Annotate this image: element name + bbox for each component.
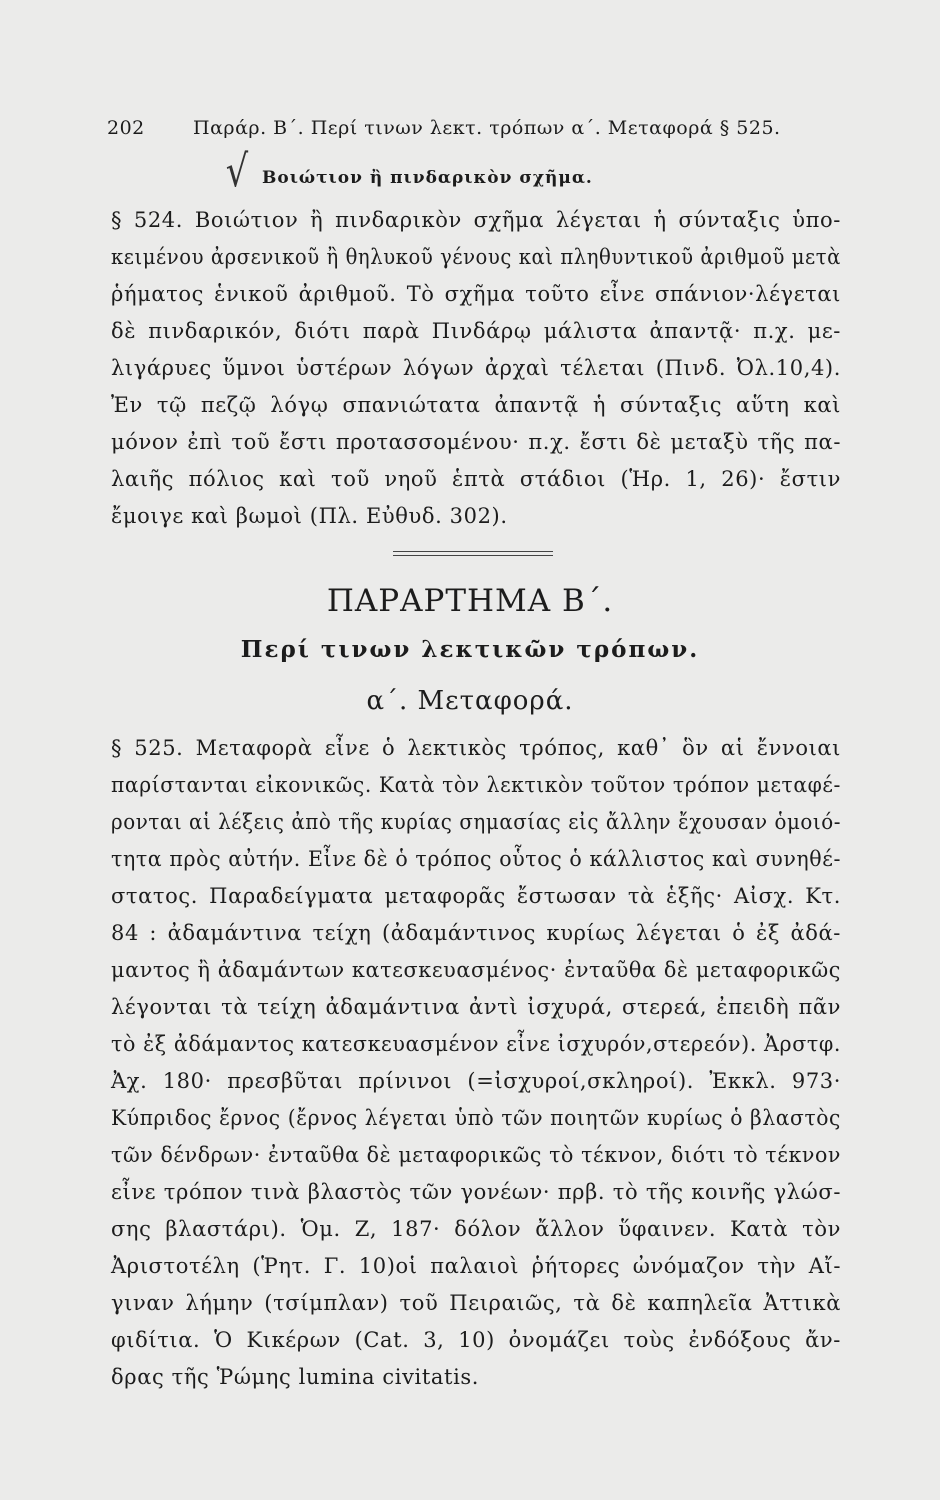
page-number: 202 [107, 117, 145, 139]
text-line: δρας τῆς Ῥώμης lumina civitatis. [111, 1365, 480, 1389]
text-line: μαντος ἢ ἀδαμάντων κατεσκευασμένος· ἐνταῦθα δὲ μεταφορικῶς [111, 958, 841, 982]
text-line: εἶνε τρόπον τινὰ βλαστὸς τῶν γονέων· πρβ. τὸ τῆς κοινῆς γλώσ- [111, 1180, 842, 1204]
text-line: φιδίτια. Ὁ Κικέρων (Cat. 3, 10) ὀνομάζει τοὺς ἐνδόξους ἄν- [111, 1328, 841, 1352]
text-line: § 525. Μεταφορὰ εἶνε ὁ λεκτικὸς τρόπος, καθ᾽ ὃν αἱ ἔννοιαι [111, 736, 842, 760]
text-line: Κύπριδος ἔρνος (ἔρνος λέγεται ὑπὸ τῶν ποιητῶν κυρίως ὁ βλαστὸς [111, 1106, 841, 1130]
running-head [107, 117, 827, 139]
text-line: λαιῆς πόλιος καὶ τοῦ νηοῦ ἑπτὰ στάδιοι (Ἡρ. 1, 26)· ἔστιν [111, 467, 841, 491]
text-line: σης βλαστάρι). Ὁμ. Ζ, 187· δόλον ἄλλον ὕφαινεν. Κατὰ τὸν [111, 1217, 841, 1241]
text-line: λιγάρυες ὕμνοι ὑστέρων λόγων ἀρχαὶ τέλεται (Πινδ. Ὀλ.10,4). [111, 356, 841, 380]
appendix-title: ΠΑΡΑΡΤΗΜΑ Β΄. [326, 583, 614, 619]
text-line: λέγονται τὰ τείχη ἀδαμάντινα ἀντὶ ἰσχυρά, στερεά, ἐπειδὴ πᾶν [111, 995, 841, 1019]
text-line: τῶν δένδρων· ἐνταῦθα δὲ μεταφορικῶς τὸ τέκνον, διότι τὸ τέκνον [111, 1143, 841, 1167]
text-line: Ἀχ. 180· πρεσβῦται πρίνινοι (=ἰσχυροί,σκληροί). Ἐκκλ. 973· [111, 1069, 842, 1093]
text-line: τὸ ἐξ ἀδάμαντος κατεσκευασμένον εἶνε ἰσχυρόν,στερεόν). Ἀρστφ. [111, 1032, 842, 1056]
paragraph-524 [111, 202, 841, 535]
text-line: δὲ πινδαρικόν, διότι παρὰ Πινδάρῳ μάλιστα ἀπαντᾷ· π.χ. με- [111, 319, 841, 343]
section-divider [393, 551, 553, 556]
text-line: γιναν λήμην (τσίμπλαν) τοῦ Πειραιῶς, τὰ δὲ καπηλεῖα Ἀττικὰ [111, 1291, 842, 1315]
text-line: Ἀριστοτέλη (Ῥητ. Γ. 10)οἱ παλαιοὶ ῥήτορες ὠνόμαζον τὴν Αἴ- [111, 1254, 842, 1278]
text-line: ρονται αἱ λέξεις ἀπὸ τῆς κυρίας σημασίας εἰς ἄλλην ἔχουσαν ὁμοιό- [111, 810, 841, 834]
running-head-text: Παράρ. Β΄. Περί τινων λεκτ. τρόπων α΄. Μεταφορά § 525. [193, 117, 781, 139]
text-line: τητα πρὸς αὐτήν. Εἶνε δὲ ὁ τρόπος οὗτος ὁ κάλλιστος καὶ συνηθέ- [111, 847, 842, 871]
text-line: ἔμοιγε καὶ βωμοὶ (Πλ. Εὐθυδ. 302). [111, 504, 508, 528]
text-line: παρίστανται εἰκονικῶς. Κατὰ τὸν λεκτικὸν τοῦτον τρόπον μεταφέ- [111, 773, 841, 797]
text-line: Ἐν τῷ πεζῷ λόγῳ σπανιώτατα ἀπαντᾷ ἡ σύνταξις αὕτη καὶ [111, 393, 841, 417]
text-line: 84 : ἀδαμάντινα τείχη (ἀδαμάντινος κυρίως λέγεται ὁ ἐξ ἀδά- [111, 921, 842, 945]
text-line: μόνον ἐπὶ τοῦ ἔστι προτασσομένου· π.χ. ἔστι δὲ μεταξὺ τῆς πα- [111, 430, 842, 454]
text-line: § 524. Βοιώτιον ἢ πινδαρικὸν σχῆμα λέγεται ἡ σύνταξις ὑπο- [111, 208, 841, 232]
paragraph-525 [111, 730, 841, 1396]
text-line: στατος. Παραδείγματα μεταφορᾶς ἔστωσαν τὰ ἑξῆς· Αἰσχ. Κτ. [111, 884, 842, 908]
text-line: κειμένου ἀρσενικοῦ ἢ θηλυκοῦ γένους καὶ πληθυντικοῦ ἀριθμοῦ μετὰ [111, 245, 841, 269]
text-line: ῥήματος ἑνικοῦ ἀριθμοῦ. Τὸ σχῆμα τοῦτο εἶνε σπάνιον·λέγεται [111, 282, 842, 306]
section-subheading: Βοιώτιον ἢ πινδαρικὸν σχῆμα. [262, 168, 593, 188]
handwritten-checkmark: √ [225, 146, 249, 197]
section-title: α΄. Μεταφορά. [366, 686, 574, 716]
appendix-subtitle: Περί τινων λεκτικῶν τρόπων. [240, 636, 700, 663]
